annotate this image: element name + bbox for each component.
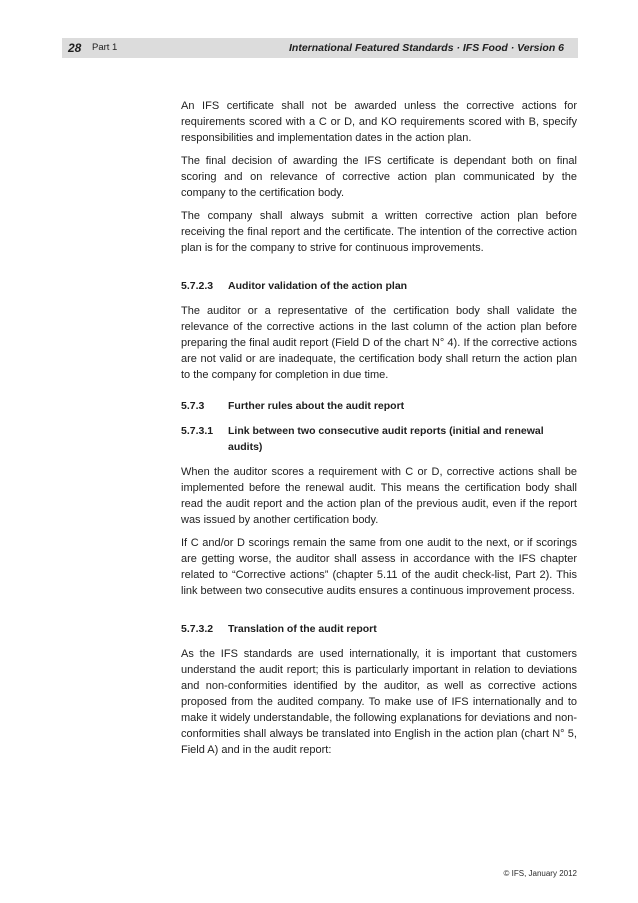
section-heading-5723: [181, 278, 577, 294]
footer-copyright: © IFS, January 2012: [503, 869, 577, 878]
section-heading-5732: [181, 621, 577, 637]
section-number: 5.7.3.2: [181, 623, 214, 635]
section-title: Auditor validation of the action plan: [228, 280, 408, 292]
intro-paragraph: The final decision of awarding the IFS certificate is dependant both on final scoring and on relevance of corrective action plan communicated by the company to the certification body.: [181, 155, 577, 199]
section-number: 5.7.2.3: [181, 280, 214, 292]
body-paragraph: If C and/or D scorings remain the same from one audit to the next, or if scorings are getting worse, the auditor shall assess in accordance with the IFS chapter related to “Corrective actions” (chapter 5.11 of the audit check-list, Part 2). This link between two consecutive audits ensures a continuous improvement process.: [181, 537, 577, 597]
page-header: [62, 38, 578, 58]
section-title: Translation of the audit report: [228, 623, 377, 635]
page-number: 28: [68, 41, 82, 55]
page-content: [181, 98, 577, 765]
standard-title: International Featured Standards · IFS Food · Version 6: [289, 42, 564, 54]
body-paragraph: As the IFS standards are used internationally, it is important that customers understand the audit report; this is particularly important in relation to deviations and non-conformities identified by the auditor, as well as corrective actions proposed from the audited company. To make use of IFS internationally and to make it widely understandable, the following explanations for deviations and non-conformities shall always be translated into English in the action plan (chart N° 5, Field A) and in the audit report:: [181, 648, 577, 756]
intro-paragraph: An IFS certificate shall not be awarded unless the corrective actions for requirements scored with a C or D, and KO requirements scored with B, specify responsibilities and implementation dates in the action plan.: [181, 100, 577, 144]
section-title: Further rules about the audit report: [228, 400, 405, 412]
intro-paragraph: The company shall always submit a written corrective action plan before receiving the final report and the certificate. The intention of the corrective action plan is for the company to strive for continuous improvements.: [181, 210, 577, 254]
section-title: Link between two consecutive audit reports (initial and renewal audits): [228, 425, 544, 453]
body-paragraph: When the auditor scores a requirement with C or D, corrective actions shall be implemented before the renewal audit. This means the certification body shall read the audit report and the action plan of the previous audit, even if the report was issued by another certification body.: [181, 466, 577, 526]
body-paragraph: The auditor or a representative of the certification body shall validate the relevance of the corrective actions in the last column of the action plan before preparing the final audit report (Field D of the chart N° 4). If the corrective actions are not valid or are inadequate, the certification body shall return the action plan to the company for completion in due time.: [181, 305, 577, 381]
section-heading-5731: [181, 423, 577, 455]
section-heading-573: [181, 398, 577, 414]
section-number: 5.7.3: [181, 400, 205, 412]
section-number: 5.7.3.1: [181, 425, 214, 437]
part-label: Part 1: [92, 42, 118, 53]
